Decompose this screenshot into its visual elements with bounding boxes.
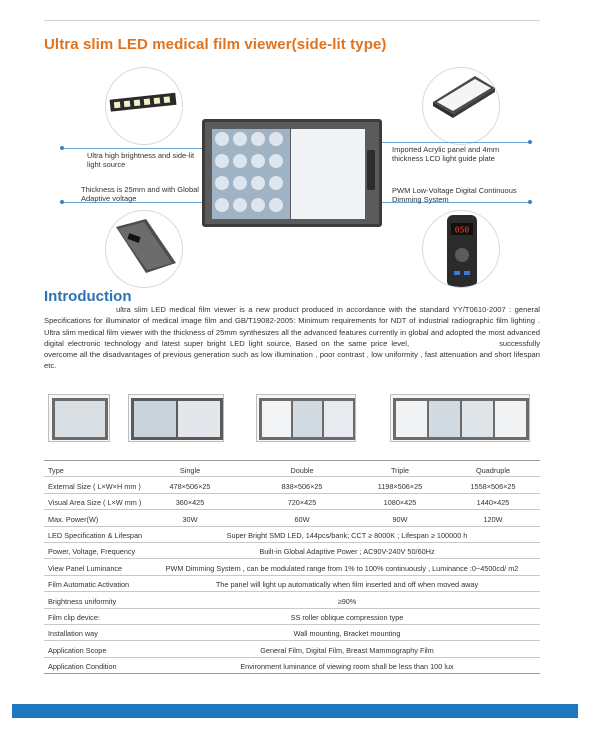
double-viewer-thumbnail xyxy=(128,394,224,442)
introduction-heading: Introduction xyxy=(44,288,132,305)
row-label: Film Automatic Activation xyxy=(48,580,130,590)
table-header-row xyxy=(44,461,540,477)
cell-single: 360×425 xyxy=(175,498,205,508)
table-row xyxy=(44,527,540,543)
cell-triple: 1198×506×25 xyxy=(377,481,423,491)
row-value: Built-in Global Adaptive Power ; AC90V-240V 50/60Hz xyxy=(259,547,435,557)
row-label: Film clip device: xyxy=(48,613,100,623)
row-value: General Film, Digital Film, Breast Mammography Film xyxy=(260,645,434,655)
header-triple: Triple xyxy=(391,465,409,475)
slim-profile-closeup xyxy=(105,210,183,288)
row-label: Max. Power(W) xyxy=(48,514,99,524)
row-label: Installation way xyxy=(48,629,98,639)
table-row xyxy=(44,625,540,641)
cell-single: 478×506×25 xyxy=(169,481,211,491)
row-label: Visual Area Size ( L×W mm ) xyxy=(48,498,142,508)
row-value: Super Bright SMD LED, 144pcs/bank; CCT ≥ 8000K ; Lifespan ≥ 100000 h xyxy=(226,531,468,541)
row-label: Application Condition xyxy=(48,662,117,672)
table-row xyxy=(44,658,540,674)
row-label: Power, Voltage, Frequency xyxy=(48,547,136,557)
leader-dot xyxy=(528,140,532,144)
leader-dot xyxy=(60,200,64,204)
cell-quadruple: 120W xyxy=(483,514,503,524)
cell-double: 60W xyxy=(294,514,310,524)
film-viewer-product-image xyxy=(202,119,382,227)
intro-paragraph-1: ultra slim LED medical film viewer is a new product produced in accordance with the standard YY/T0610-2007 : general Specifications for illuminator of medical image film and GB/T19082-2005: Minimum requirements for NDT of industrial radiographic film lighting . Ultra slim medical film viewer with the thickness of 25mm synthesizes all the advanced features currently in global and adopted the most advanced digital electronic technology and latest super bright LED light source, Based on the same price level, xyxy=(44,305,540,348)
specifications-table xyxy=(44,460,540,674)
single-viewer-thumbnail xyxy=(48,394,110,442)
row-label: Brightness uniformity xyxy=(48,596,117,606)
row-label: External Size ( L×W×H mm ) xyxy=(48,481,141,491)
header-single: Single xyxy=(179,465,201,475)
cell-quadruple: 1558×506×25 xyxy=(470,481,516,491)
table-row xyxy=(44,576,540,592)
header-quadruple: Quadruple xyxy=(475,465,511,475)
row-value: Wall mounting, Bracket mounting xyxy=(293,629,401,639)
table-row xyxy=(44,592,540,608)
table-row xyxy=(44,609,540,625)
table-row xyxy=(44,494,540,510)
lit-panel xyxy=(291,129,365,219)
table-row xyxy=(44,641,540,657)
quadruple-viewer-thumbnail xyxy=(390,394,530,442)
row-label: Application Scope xyxy=(48,645,107,655)
table-row xyxy=(44,559,540,575)
acrylic-panel-closeup xyxy=(422,67,500,145)
leader-line xyxy=(380,142,530,143)
luminance-readout: 050 xyxy=(454,225,470,235)
callout-light-source: Ultra high brightness and side-lit light source xyxy=(87,151,195,169)
row-value: SS roller oblique compression type xyxy=(290,613,404,623)
leader-dot xyxy=(60,146,64,150)
row-label: View Panel Luminance xyxy=(48,563,123,573)
row-value: ≥90% xyxy=(337,596,357,606)
row-label: LED Specification & Lifespan xyxy=(48,531,143,541)
leader-line xyxy=(62,148,204,149)
dimmer-control-closeup xyxy=(422,210,500,288)
intro-paragraph-2: successfully overcome all the disadvantages of previous generation such as low illumination , poor contrast , low uniformity , fast attenuation and short lifespan etc. xyxy=(44,338,540,371)
table-row xyxy=(44,543,540,559)
xray-film xyxy=(212,129,290,219)
table-row xyxy=(44,477,540,493)
header-type: Type xyxy=(48,465,64,475)
introduction-text xyxy=(44,304,540,372)
row-value: The panel will light up automatically when film inserted and off when moved away xyxy=(215,580,479,590)
row-value: PWM Dimming System , can be modulated range from 1% to 100% continuously , Luminance :0~4500cd/ m2 xyxy=(165,563,519,573)
led-strip-closeup xyxy=(105,67,183,145)
footer-bar xyxy=(12,704,578,718)
callout-thickness: Thickness is 25mm and with Global Adaptive voltage xyxy=(81,185,199,203)
cell-double: 720×425 xyxy=(287,498,317,508)
table-row xyxy=(44,510,540,526)
callout-acrylic-panel: Imported Acrylic panel and 4mm thickness LCD light guide plate xyxy=(392,145,500,163)
cell-triple: 90W xyxy=(392,514,408,524)
cell-triple: 1080×425 xyxy=(383,498,417,508)
triple-viewer-thumbnail xyxy=(256,394,356,442)
header-double: Double xyxy=(290,465,314,475)
cell-single: 30W xyxy=(182,514,198,524)
row-value: Environment luminance of viewing room shall be less than 100 lux xyxy=(240,662,454,672)
callout-dimming-system: PWM Low-Voltage Digital Continuous Dimming System xyxy=(392,186,517,204)
page-title: Ultra slim LED medical film viewer(side-lit type) xyxy=(44,36,387,53)
cell-double: 838×506×25 xyxy=(281,481,323,491)
cell-quadruple: 1440×425 xyxy=(476,498,510,508)
top-divider xyxy=(44,20,540,21)
control-strip xyxy=(367,150,375,190)
